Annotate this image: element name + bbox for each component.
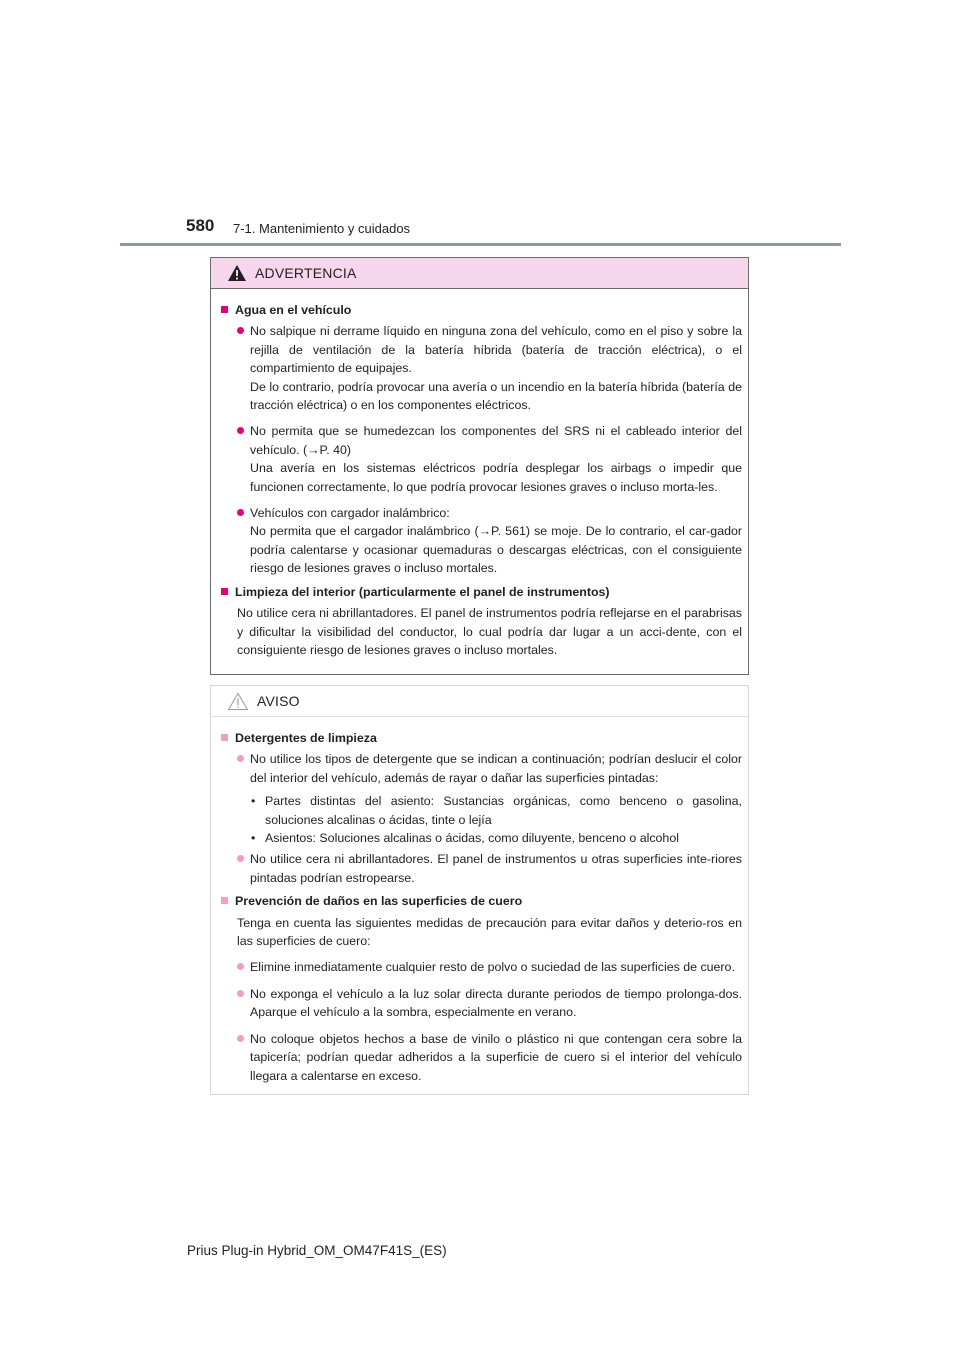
circle-bullet-icon — [237, 327, 244, 334]
list-item — [237, 958, 742, 976]
topic-title: Prevención de daños en las superficies de cuero — [235, 894, 523, 909]
notice-box — [210, 685, 749, 1095]
section-title: 7-1. Mantenimiento y cuidados — [233, 221, 411, 236]
circle-bullet-icon — [237, 427, 244, 434]
warning-box — [210, 257, 749, 675]
square-bullet-icon — [221, 306, 228, 313]
paragraph: Elimine inmediatamente cualquier resto de polvo o suciedad de las superficies de cuero. — [250, 960, 735, 975]
list-item — [237, 985, 742, 1022]
square-bullet-icon — [221, 734, 228, 741]
warning-triangle-icon — [227, 264, 247, 282]
topic-title: Limpieza del interior (particularmente el panel de instrumentos) — [235, 584, 610, 599]
list-item — [237, 850, 742, 887]
paragraph: De lo contrario, podría provocar una avería o un incendio en la batería híbrida (batería de tracción eléctrica) o en los componentes eléctricos. — [250, 379, 742, 413]
list-item — [237, 322, 742, 414]
page-number: 580 — [186, 216, 215, 235]
circle-bullet-icon — [237, 855, 244, 862]
paragraph: Una avería en los sistemas eléctricos podría desplegar los airbags o impedir que funcionen correctamente, lo que podría provocar lesiones graves o incluso morta-les. — [250, 461, 742, 494]
paragraph: Tenga en cuenta las siguientes medidas de precaución para evitar daños y deterio-ros en las superficies de cuero: — [237, 915, 742, 949]
paragraph: No salpique ni derrame líquido en ninguna zona del vehículo, como en el piso y sobre la rejilla de ventilación de la batería híbrida (batería de tracción eléctrica), o el compartimiento de equipajes. — [250, 324, 742, 376]
circle-bullet-icon — [237, 963, 244, 970]
topic-leather — [221, 892, 742, 910]
circle-bullet-icon — [237, 1035, 244, 1042]
circle-bullet-icon — [237, 990, 244, 997]
topic-title: Agua en el vehículo — [235, 303, 352, 317]
paragraph: No permita que se humedezcan los componentes del SRS ni el cableado interior del vehículo. (→P. 40) — [250, 424, 742, 457]
paragraph: Vehículos con cargador inalámbrico: — [250, 506, 450, 521]
sub-list-item: • Asientos: Soluciones alcalinas o ácidas, como diluyente, benceno o alcohol — [251, 831, 679, 846]
sub-list-item: • Partes distintas del asiento: Sustancias orgánicas, como benceno o gasolina, soluciones alcalinas o ácidas, tinte o lejía — [251, 794, 742, 827]
topic-detergents — [221, 729, 742, 747]
paragraph: No utilice cera ni abrillantadores. El panel de instrumentos u otras superficies inte-riores pintadas podrían estropearse. — [250, 852, 742, 885]
square-bullet-icon — [221, 897, 228, 904]
square-bullet-icon — [221, 588, 228, 595]
warning-body — [211, 289, 748, 659]
circle-bullet-icon — [237, 755, 244, 762]
list-item — [237, 1030, 742, 1085]
notice-body — [211, 717, 748, 1085]
paragraph: No coloque objetos hechos a base de vinilo o plástico ni que contengan cera sobre la tapicería; podrían quedar adheridos a la superficie de cuero si el interior del vehículo llegara a calentarse en exceso. — [250, 1031, 742, 1083]
caution-triangle-icon — [227, 692, 249, 711]
notice-header — [211, 686, 748, 717]
warning-title: ADVERTENCIA — [255, 265, 357, 281]
paragraph: No permita que el cargador inalámbrico (→P. 561) se moje. De lo contrario, el car-gador podría calentarse y ocasionar quemaduras o descargas eléctricas, con el consiguiente riesgo de lesiones graves o incluso mortales. — [250, 524, 742, 576]
circle-bullet-icon — [237, 509, 244, 516]
footer-manual-id: Prius Plug-in Hybrid_OM_OM47F41S_(ES) — [187, 1243, 447, 1258]
list-item — [237, 504, 742, 578]
notice-title: AVISO — [257, 693, 300, 709]
paragraph: No utilice cera ni abrillantadores. El panel de instrumentos podría reflejarse en el parabrisas y dificultar la visibilidad del conductor, lo cual podría dar lugar a un acci-dente, con el consiguiente riesgo de lesiones graves o incluso mortales. — [237, 606, 742, 657]
warning-header — [211, 258, 748, 289]
paragraph: No exponga el vehículo a la luz solar directa durante periodos de tiempo prolonga-dos. Aparque el vehículo a la sombra, especialmente en verano. — [250, 986, 742, 1020]
paragraph: No utilice los tipos de detergente que se indican a continuación; podrían deslucir el color del interior del vehículo, además de rayar o dañar las superficies pintadas: — [250, 752, 742, 785]
list-item — [237, 422, 742, 496]
list-item — [237, 750, 742, 787]
topic-interior-cleaning — [221, 583, 742, 601]
header-rule — [120, 243, 841, 246]
topic-title: Detergentes de limpieza — [235, 731, 377, 745]
topic-water — [221, 301, 742, 319]
